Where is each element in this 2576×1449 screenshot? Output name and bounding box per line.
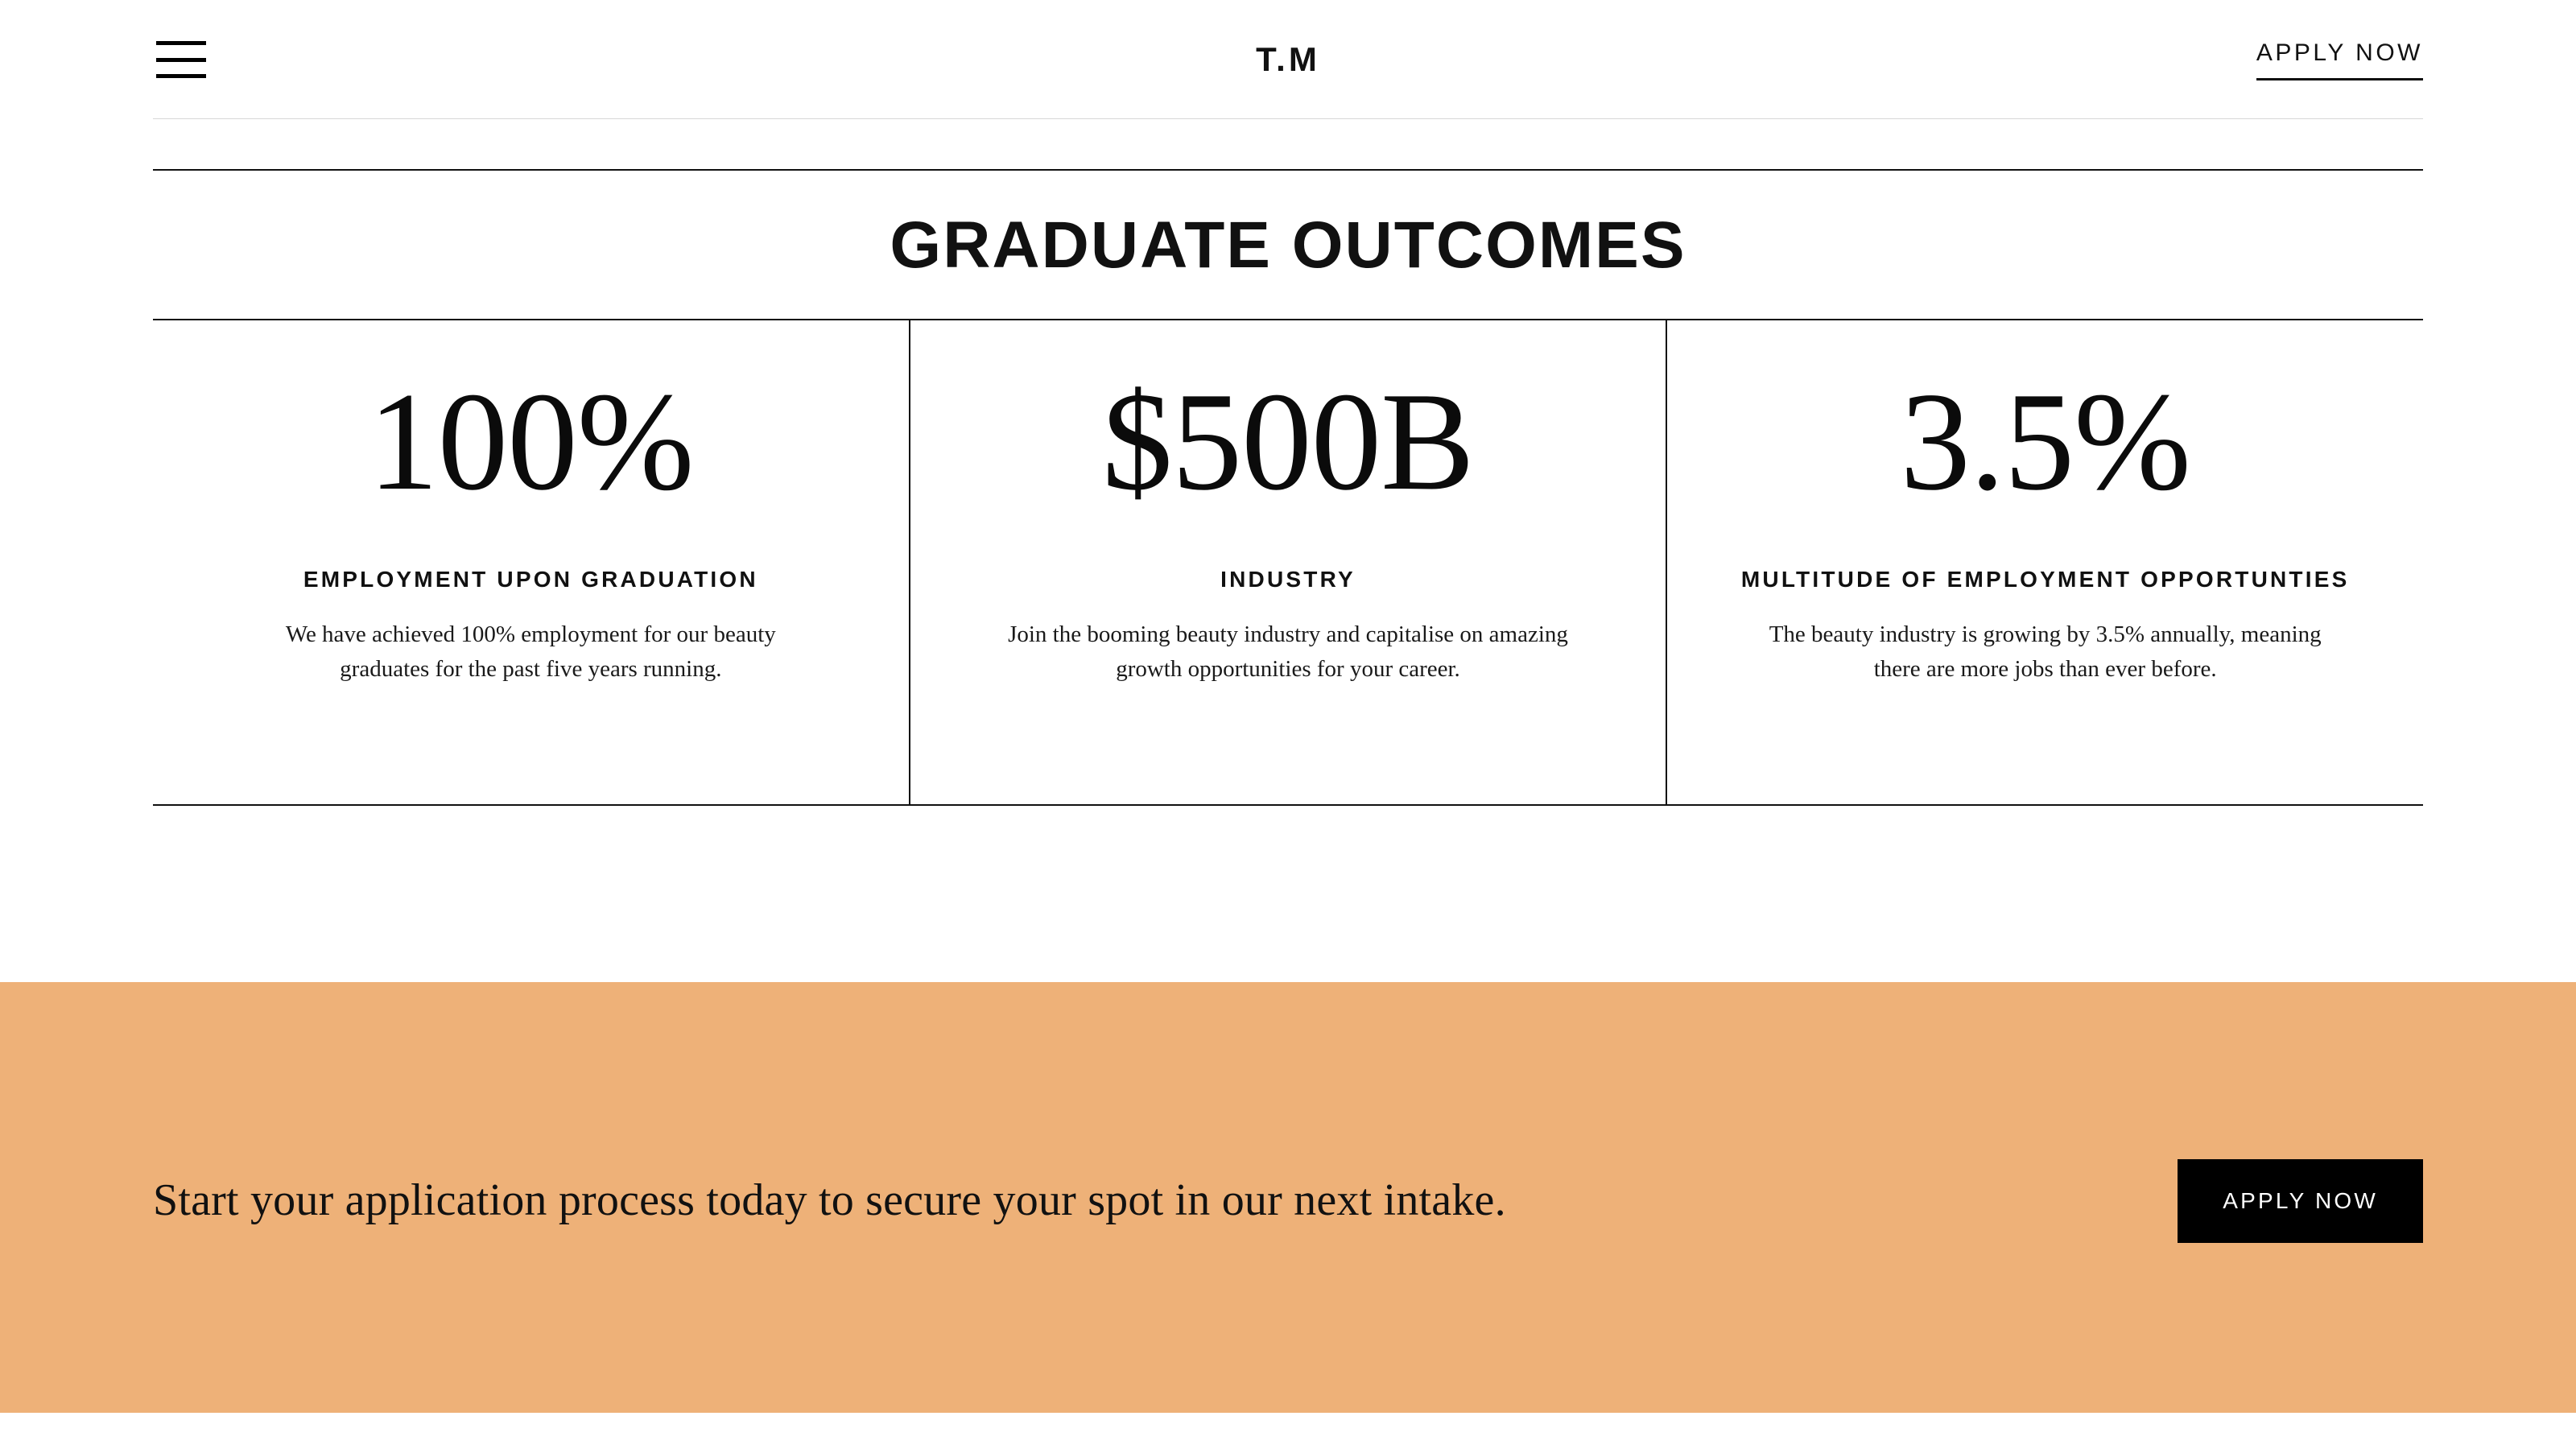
graduate-outcomes-section [0,169,2576,806]
site-header [0,0,2576,119]
stat-description: The beauty industry is growing by 3.5% annually, meaning there are more jobs than ever before. [1769,621,2322,683]
stat-label: MULTITUDE OF EMPLOYMENT OPPORTUNTIES [1740,567,2350,592]
stat-description: We have achieved 100% employment for our beauty graduates for the past five years running. [285,621,776,683]
cta-headline: Start your application process today to secure your spot in our next intake. [153,1174,1506,1225]
page-title: GRADUATE OUTCOMES [890,208,1686,282]
stat-number: 3.5% [1900,363,2190,519]
stat-label: INDUSTRY [1220,567,1356,592]
cta-apply-now-button[interactable]: APPLY NOW [2178,1159,2423,1243]
stat-card [153,320,909,804]
stat-description: Join the booming beauty industry and capitalise on amazing growth opportunities for your career. [1008,621,1568,683]
stat-number: 100% [368,363,694,519]
brand-logo[interactable]: T.M [1256,40,1320,78]
stat-card [909,320,1666,804]
stat-label: EMPLOYMENT UPON GRADUATION [303,567,758,592]
stat-number: $500B [1102,363,1474,519]
cta-banner [0,982,2576,1413]
cta-inner [153,1159,2423,1243]
header-divider [153,118,2423,119]
stats-row [153,319,2423,806]
header-apply-now-link[interactable]: APPLY NOW [2256,39,2423,80]
stat-card [1666,320,2423,804]
